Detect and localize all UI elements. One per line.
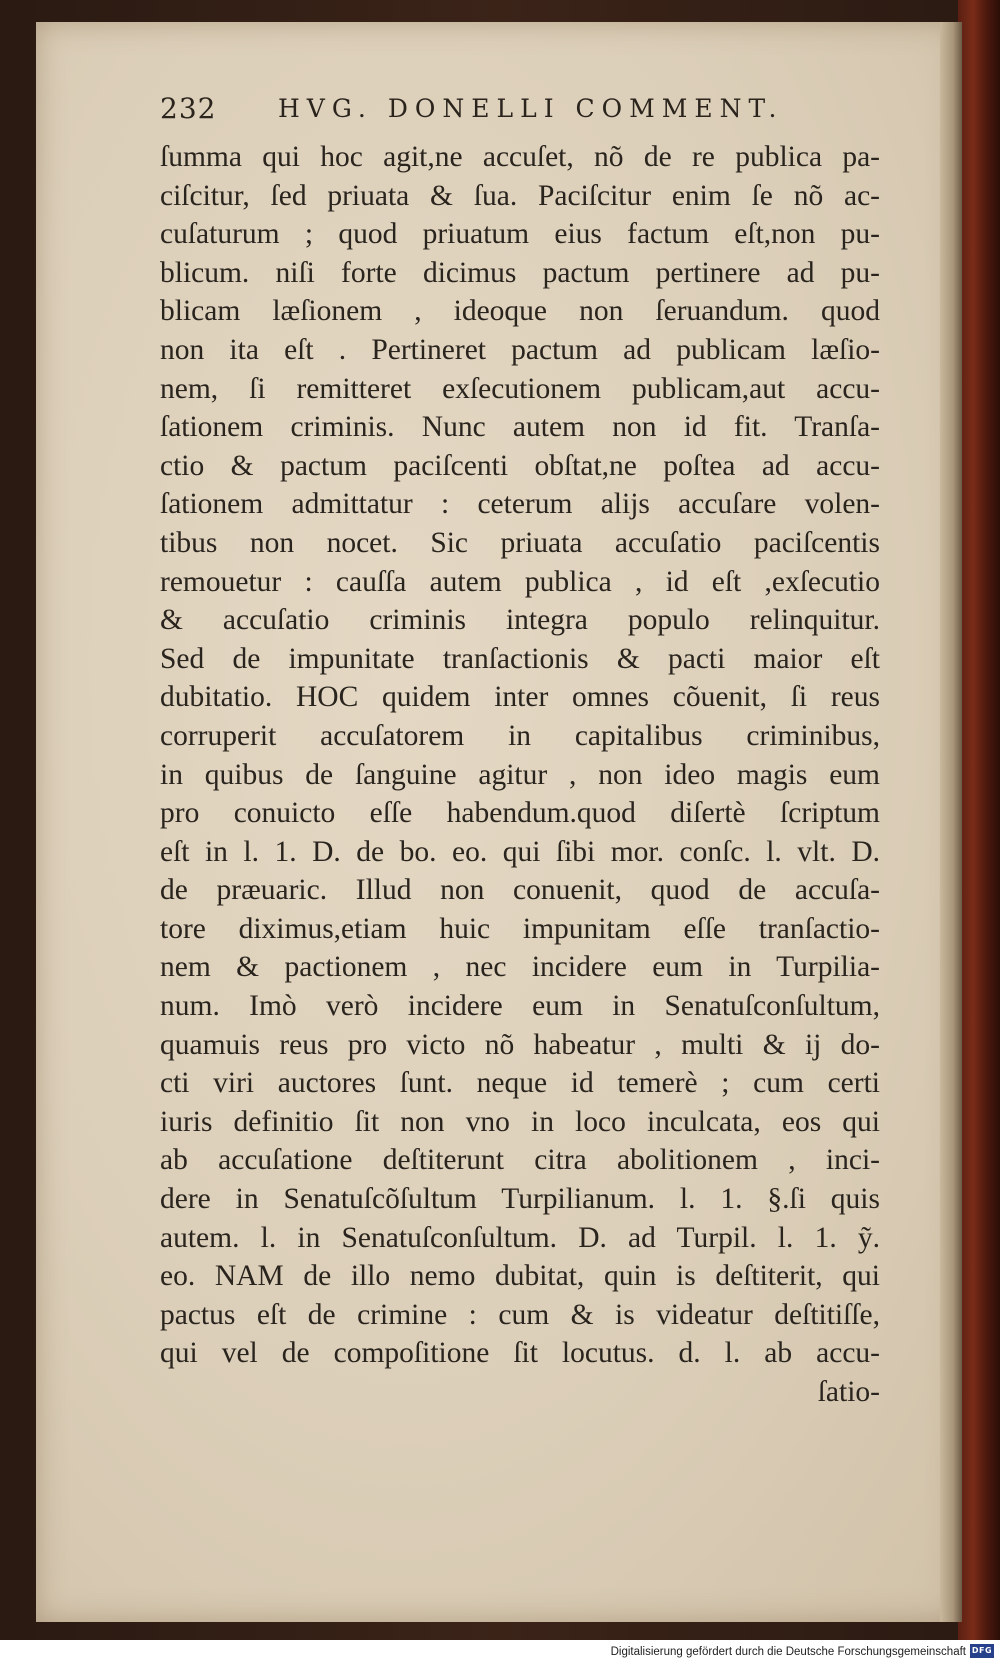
text-line: ſatio- [817,1376,880,1408]
text-line: remouetur : cauſſa autem publica , id eſt ,exſecutio [160,565,880,598]
text-line: ſationem admittatur : ceterum alijs accuſare volen- [160,488,880,521]
text-line: quamuis reus pro victo nõ habeatur , multi & ij do- [160,1028,880,1061]
text-line: autem. l. in Senatuſconſultum. D. ad Turpil. l. 1. ỹ. [160,1221,880,1254]
text-line: cti viri auctores ſunt. neque id temerè ; cum certi [160,1067,880,1100]
text-line: corruperit accuſatorem in capitalibus criminibus, [160,719,880,752]
text-line: dubitatio. HOC quidem inter omnes cõuenit, ſi reus [160,681,880,714]
text-line: qui vel de compoſitione ſit locutus. d. l. ab accu- [160,1337,880,1370]
text-line: num. Imò verò incidere eum in Senatuſconſultum, [160,990,880,1023]
text-line: non ita eſt . Pertineret pactum ad publicam læſio- [160,333,880,366]
page-number: 232 [160,92,217,125]
text-line: in quibus de ſanguine agitur , non ideo magis eum [160,758,880,791]
text-line: pro conuicto eſſe habendum.quod diſertè ſcriptum [160,797,880,830]
text-line: nem, ſi remitteret exſecutionem publicam,aut accu- [160,372,880,405]
footer-bar [0,1640,1000,1666]
text-line: cuſaturum ; quod priuatum eius factum eſt,non pu- [160,218,880,251]
book-binding [958,0,1000,1640]
text-line: eſt in l. 1. D. de bo. eo. qui ſibi mor. conſc. l. vlt. D. [160,835,880,868]
text-line: de præuaric. Illud non conuenit, quod de accuſa- [160,874,880,907]
text-line: ciſcitur, ſed priuata & ſua. Paciſcitur enim ſe nõ ac- [160,179,880,212]
text-line: blicum. niſi forte dicimus pactum pertinere ad pu- [160,256,880,289]
text-line: pactus eſt de crimine : cum & is videatur deſtitiſſe, [160,1298,880,1331]
page-edge-shadow [940,22,962,1622]
text-line: blicam læſionem , ideoque non ſeruandum. quod [160,295,880,328]
text-line: tore diximus,etiam huic impunitam eſſe tranſactio- [160,912,880,945]
text-line: Sed de impunitate tranſactionis & pacti maior eſt [160,642,880,675]
funding-credit: Digitalisierung gefördert durch die Deutsche Forschungsgemeinschaft [610,1646,966,1658]
text-line: ab accuſatione deſtiterunt citra abolitionem , inci- [160,1144,880,1177]
text-line: iuris definitio ſit non vno in loco inculcata, eos qui [160,1105,880,1138]
text-line: nem & pactionem , nec incidere eum in Turpilia- [160,951,880,984]
page-header [160,92,840,136]
dfg-logo: DFG [970,1644,994,1658]
text-line: ctio & pactum paciſcenti obſtat,ne poſtea ad accu- [160,449,880,482]
text-line: dere in Senatuſcõſultum Turpilianum. l. 1. §.ſi quis [160,1183,880,1216]
body-text [160,138,880,1412]
text-line: ſationem criminis. Nunc autem non id fit. Tranſa- [160,411,880,444]
text-line: ſumma qui hoc agit,ne accuſet, nõ de re publica pa- [160,141,880,173]
text-line: tibus non nocet. Sic priuata accuſatio paciſcentis [160,526,880,559]
running-head: HVG. DONELLI COMMENT. [278,94,784,123]
text-line: eo. NAM de illo nemo dubitat, quin is deſtiterit, qui [160,1260,880,1293]
text-line: & accuſatio criminis integra populo relinquitur. [160,604,880,637]
